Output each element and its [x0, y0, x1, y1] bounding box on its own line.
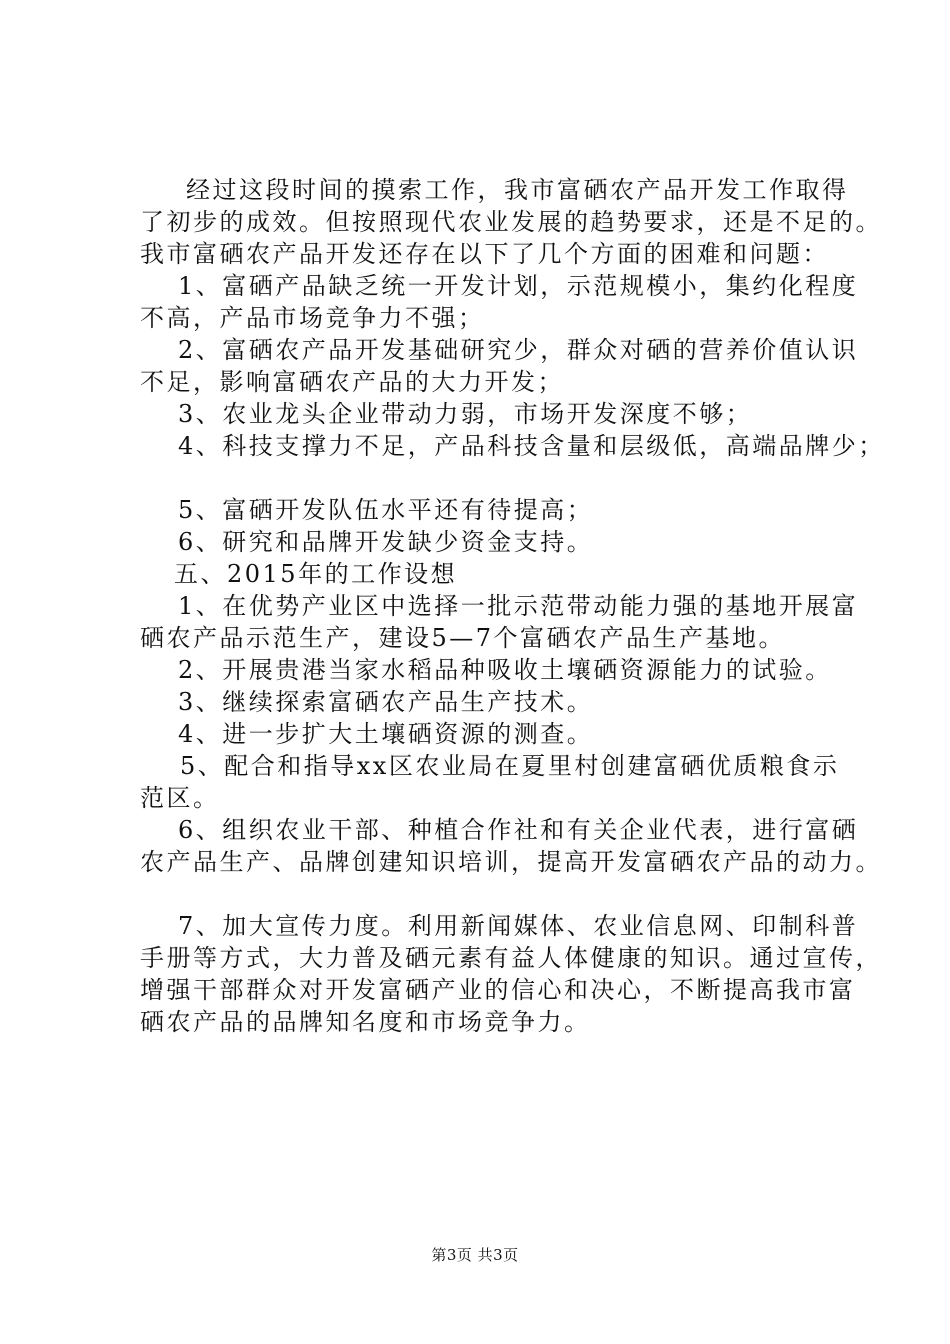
paragraph-line: 农产品生产、品牌创建知识培训，提高开发富硒农产品的动力。: [140, 848, 882, 876]
paragraph-line: 手册等方式，大力普及硒元素有益人体健康的知识。通过宣传，: [140, 944, 882, 972]
document-body: [140, 174, 885, 1038]
list-item: 6、研究和品牌开发缺少资金支持。: [178, 528, 594, 556]
paragraph-line: 增强干部群众对开发富硒产业的信心和决心，不断提高我市富: [140, 976, 856, 1004]
paragraph-line: 经过这段时间的摸索工作，我市富硒农产品开发工作取得: [186, 176, 849, 204]
list-item: 1、富硒产品缺乏统一开发计划，示范规模小，集约化程度: [178, 272, 859, 300]
list-item: 1、在优势产业区中选择一批示范带动能力强的基地开展富: [178, 592, 859, 620]
list-item: 4、科技支撑力不足，产品科技含量和层级低，高端品牌少；: [178, 432, 885, 460]
blank-line: [140, 462, 840, 494]
list-item: 4、进一步扩大土壤硒资源的测查。: [178, 720, 594, 748]
section-heading: 五、2015年的工作设想: [174, 560, 458, 588]
blank-line: [140, 878, 840, 910]
list-item: 3、继续探索富硒农产品生产技术。: [178, 688, 594, 716]
paragraph-line: 硒农产品的品牌知名度和市场竞争力。: [140, 1008, 591, 1036]
paragraph-line: 不高，产品市场竞争力不强；: [140, 304, 485, 332]
list-item: 3、农业龙头企业带动力弱，市场开发深度不够；: [178, 400, 753, 428]
paragraph-line: 硒农产品示范生产，建设5—7个富硒农产品生产基地。: [140, 624, 786, 652]
list-item: 2、开展贵港当家水稻品种吸收土壤硒资源能力的试验。: [178, 656, 832, 684]
list-item: 6、组织农业干部、种植合作社和有关企业代表，进行富硒: [178, 816, 859, 844]
paragraph-line: 范区。: [140, 784, 220, 812]
list-item: 5、富硒开发队伍水平还有待提高；: [178, 496, 594, 524]
paragraph-line: 我市富硒农产品开发还存在以下了几个方面的困难和问题：: [140, 240, 829, 268]
list-item: 2、富硒农产品开发基础研究少，群众对硒的营养价值认识: [178, 336, 859, 364]
paragraph-line: 不足，影响富硒农产品的大力开发；: [140, 368, 564, 396]
paragraph-line: 了初步的成效。但按照现代农业发展的趋势要求，还是不足的。: [140, 208, 882, 236]
page-number-footer: 第3页 共3页: [431, 1246, 519, 1264]
list-item: 5、配合和指导xx区农业局在夏里村创建富硒优质粮食示: [180, 752, 840, 780]
list-item: 7、加大宣传力度。利用新闻媒体、农业信息网、印制科普: [178, 912, 859, 940]
